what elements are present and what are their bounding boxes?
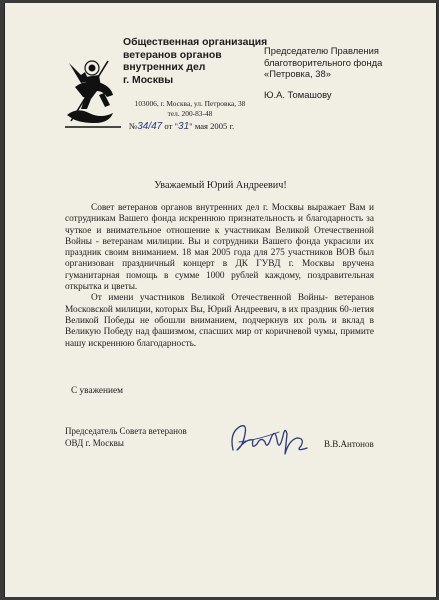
date-day: 31 <box>178 121 190 132</box>
outgoing-number: №34/47 от "31" мая 2005 г. <box>129 121 235 132</box>
from-word: от <box>164 121 173 131</box>
signatory-title-line: Председатель Совета ветеранов <box>65 426 187 436</box>
organization-name <box>123 37 268 87</box>
st-george-emblem-icon <box>61 57 123 129</box>
recipient-line: Председателю Правления <box>264 45 379 56</box>
address-phone: тел. 200-83-48 <box>167 109 213 118</box>
organization-address <box>115 99 265 119</box>
signatory-title-line: ОВД г. Москвы <box>65 437 124 448</box>
org-name-line: Общественная организация <box>123 37 268 48</box>
letter-page <box>4 3 437 597</box>
letter-body <box>65 203 374 350</box>
number-sign: № <box>129 121 138 131</box>
org-name-line: ветеранов органов <box>123 49 222 61</box>
org-name-line: внутренних дел <box>123 62 206 73</box>
signatory-title <box>65 426 187 449</box>
recipient-line: благотворительного фонда <box>264 56 383 68</box>
closing-phrase: С уважением <box>71 386 123 396</box>
body-paragraph: Совет ветеранов органов внутренних дел г. Москвы выражает Вам и сотрудникам Вашего фонда искреннюю признательность и благодарность за чуткое и внимательное отношение к участникам Великой Отечественной Войны - ветеранам милиции. Вы и сотрудники Вашего фонда украсили их праздник своим вниманием. 18 мая 2005 года для 275 участников ВОВ был организован праздничный концерт в ДК ГУВД г. Москвы вручена гуманитарная помощь в сумме 1000 рублей каждому, поздравительная открытка и цветы. <box>65 203 374 293</box>
handwritten-signature-icon <box>227 420 312 458</box>
recipient-block <box>264 45 434 100</box>
signatory-name: В.В.Антонов <box>324 439 374 449</box>
recipient-name: Ю.А. Томашову <box>264 88 332 100</box>
body-paragraph: От имени участников Великой Отечественной Войны- ветеранов Московской милиции, которых Вы, Юрий Андреевич, в их праздник 60-летия Великой Победы не обошли вниманием, подчеркнув их роль и вклад в Великую Победу над фашизмом, спасших мир от коричневой чумы, примите нашу искреннюю благодарность. <box>65 293 374 349</box>
org-name-line: г. Москвы <box>123 74 174 86</box>
number-value: 34/47 <box>137 121 163 132</box>
address-street: 103006, г. Москва, ул. Петровка, 38 <box>134 99 246 108</box>
recipient-line: «Петровка, 38» <box>264 68 331 80</box>
date-month-year: мая 2005 г. <box>194 121 235 131</box>
salutation: Уважаемый Юрий Андреевич! <box>154 180 287 191</box>
